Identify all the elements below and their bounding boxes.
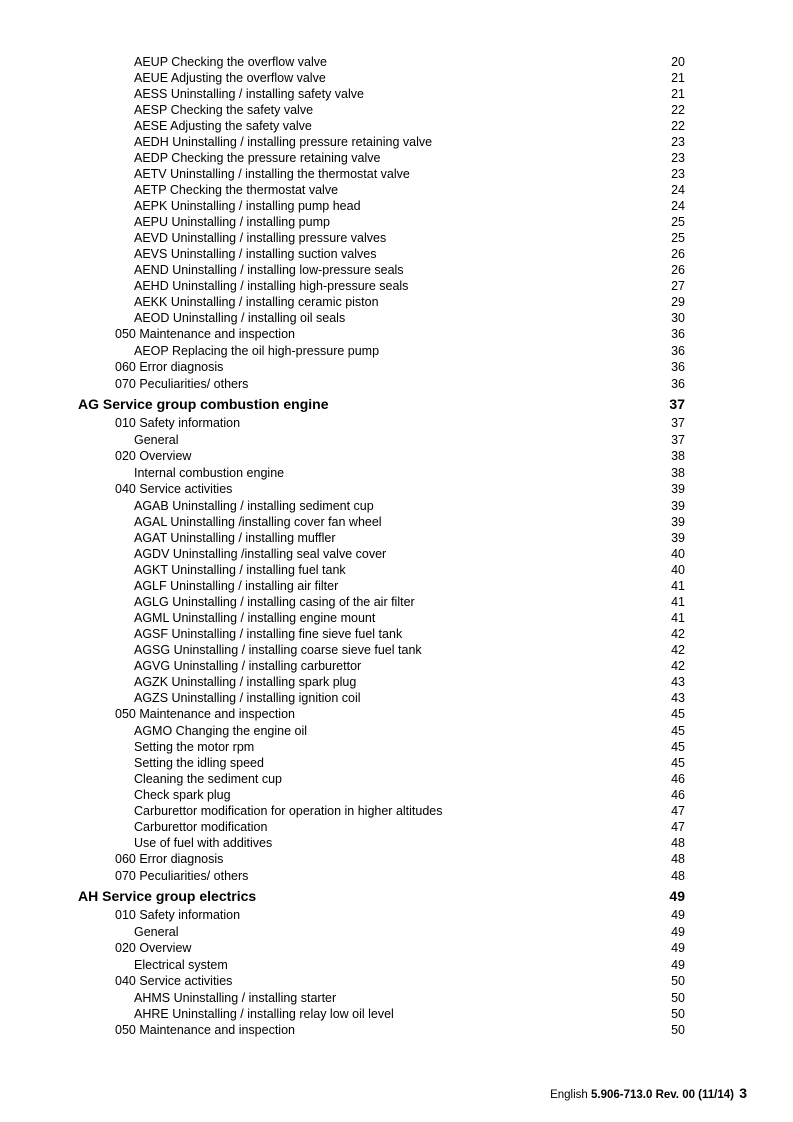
toc-entry[interactable] <box>0 594 793 610</box>
toc-entry-page: 45 <box>671 724 685 738</box>
toc-entry-page: 45 <box>671 707 685 721</box>
toc-entry-title: 070 Peculiarities/ others <box>115 869 249 883</box>
toc-entry[interactable] <box>0 723 793 739</box>
toc-entry-page: 24 <box>671 183 685 197</box>
toc-entry-title: AEOP Replacing the oil high-pressure pump <box>134 344 380 358</box>
toc-entry-title: AGKT Uninstalling / installing fuel tank <box>134 563 346 577</box>
toc-entry-title: AESE Adjusting the safety valve <box>134 119 312 133</box>
toc-entry-title: AGZK Uninstalling / installing spark plug <box>134 675 357 689</box>
toc-entry-title: AEND Uninstalling / installing low-pressure seals <box>134 263 404 277</box>
toc-entry[interactable] <box>0 432 793 448</box>
toc-entry-title: AGLG Uninstalling / installing casing of the air filter <box>134 595 415 609</box>
toc-entry-page: 48 <box>671 852 685 866</box>
toc-entry[interactable] <box>0 771 793 787</box>
toc-entry-page: 45 <box>671 756 685 770</box>
toc-entry-title: Internal combustion engine <box>134 466 285 480</box>
toc-section[interactable] <box>0 359 793 376</box>
toc-entry-title: 040 Service activities <box>115 482 233 496</box>
toc-entry-page: 40 <box>671 563 685 577</box>
toc-entry[interactable] <box>0 562 793 578</box>
toc-entry-title: 050 Maintenance and inspection <box>115 707 295 721</box>
toc-entry-title: AETP Checking the thermostat valve <box>134 183 339 197</box>
toc-entry[interactable] <box>0 787 793 803</box>
toc-entry[interactable] <box>0 674 793 690</box>
toc-entry-title: AGAT Uninstalling / installing muffler <box>134 531 336 545</box>
toc-entry-title: AGML Uninstalling / installing engine mount <box>134 611 376 625</box>
toc-section[interactable] <box>0 326 793 343</box>
toc-section[interactable] <box>0 481 793 498</box>
toc-entry-title: AEUP Checking the overflow valve <box>134 55 327 69</box>
toc-entry-title: 020 Overview <box>115 941 192 955</box>
toc-entry-page: 39 <box>671 482 685 496</box>
toc-section[interactable] <box>0 1022 793 1039</box>
toc-entry-title: 010 Safety information <box>115 908 241 922</box>
toc-entry[interactable] <box>0 514 793 530</box>
toc-section[interactable] <box>0 907 793 924</box>
toc-entry[interactable] <box>0 262 793 278</box>
toc-entry-title: 050 Maintenance and inspection <box>115 327 295 341</box>
toc-section[interactable] <box>0 851 793 868</box>
toc-entry-page: 43 <box>671 691 685 705</box>
toc-entry-page: 25 <box>671 215 685 229</box>
toc-entry-page: 36 <box>671 344 685 358</box>
toc-entry-page: 40 <box>671 547 685 561</box>
footer-page-number: 3 <box>739 1085 747 1101</box>
toc-entry[interactable] <box>0 198 793 214</box>
toc-entry[interactable] <box>0 150 793 166</box>
page-footer <box>550 1085 747 1101</box>
toc-entry-title: AGSG Uninstalling / installing coarse sieve fuel tank <box>134 643 422 657</box>
toc-entry[interactable] <box>0 230 793 246</box>
toc-section[interactable] <box>0 448 793 465</box>
toc-entry-title: 010 Safety information <box>115 416 241 430</box>
toc-entry[interactable] <box>0 990 793 1006</box>
toc-entry-title: General <box>134 433 179 447</box>
toc-entry[interactable] <box>0 166 793 182</box>
toc-entry-page: 23 <box>671 151 685 165</box>
toc-entry-page: 21 <box>671 87 685 101</box>
toc-entry-page: 49 <box>671 908 685 922</box>
toc-entry-page: 41 <box>671 579 685 593</box>
toc-entry-page: 39 <box>671 499 685 513</box>
toc-section[interactable] <box>0 706 793 723</box>
toc-section[interactable] <box>0 415 793 432</box>
toc-entry-page: 46 <box>671 788 685 802</box>
toc-entry-title: 050 Maintenance and inspection <box>115 1023 295 1037</box>
toc-entry-title: AGLF Uninstalling / installing air filter <box>134 579 339 593</box>
toc-section[interactable] <box>0 940 793 957</box>
toc-entry-page: 30 <box>671 311 685 325</box>
toc-entry-title: AEVD Uninstalling / installing pressure valves <box>134 231 387 245</box>
toc-entry-title: AEPU Uninstalling / installing pump <box>134 215 330 229</box>
toc-entry-page: 38 <box>671 449 685 463</box>
toc-entry[interactable] <box>0 546 793 562</box>
toc-entry-title: 060 Error diagnosis <box>115 360 224 374</box>
toc-entry-page: 36 <box>671 377 685 391</box>
toc-entry-title: AH Service group electrics <box>78 888 257 904</box>
toc-entry-title: AEOD Uninstalling / installing oil seals <box>134 311 346 325</box>
toc-entry-title: AGMO Changing the engine oil <box>134 724 308 738</box>
toc-entry-page: 42 <box>671 627 685 641</box>
toc-entry-title: Cleaning the sediment cup <box>134 772 283 786</box>
toc-entry-title: AGSF Uninstalling / installing fine sieve fuel tank <box>134 627 403 641</box>
toc-entry-page: 24 <box>671 199 685 213</box>
toc-entry[interactable] <box>0 54 793 70</box>
toc-entry[interactable] <box>0 465 793 481</box>
toc-entry[interactable] <box>0 86 793 102</box>
toc-entry-title: AEKK Uninstalling / installing ceramic piston <box>134 295 379 309</box>
toc-entry-page: 36 <box>671 360 685 374</box>
toc-entry[interactable] <box>0 530 793 546</box>
toc-entry-page: 27 <box>671 279 685 293</box>
toc-entry-page: 39 <box>671 515 685 529</box>
toc-entry-page: 47 <box>671 804 685 818</box>
toc-entry[interactable] <box>0 626 793 642</box>
toc-entry[interactable] <box>0 957 793 973</box>
toc-entry-title: AG Service group combustion engine <box>78 396 329 412</box>
toc-entry-title: AETV Uninstalling / installing the thermostat valve <box>134 167 410 181</box>
toc-entry-title: Carburettor modification <box>134 820 268 834</box>
toc-entry-page: 42 <box>671 643 685 657</box>
toc-entry-page: 26 <box>671 263 685 277</box>
toc-entry-page: 37 <box>671 433 685 447</box>
toc-entry[interactable] <box>0 182 793 198</box>
toc-entry[interactable] <box>0 102 793 118</box>
toc-entry-page: 47 <box>671 820 685 834</box>
toc-entry-page: 41 <box>671 611 685 625</box>
toc-entry[interactable] <box>0 739 793 755</box>
toc-entry-page: 36 <box>671 327 685 341</box>
toc-entry-page: 22 <box>671 103 685 117</box>
toc-entry-title: AGVG Uninstalling / installing carburettor <box>134 659 362 673</box>
toc-entry-page: 45 <box>671 740 685 754</box>
toc-entry[interactable] <box>0 610 793 626</box>
toc-entry[interactable] <box>0 278 793 294</box>
toc-entry-title: AEDP Checking the pressure retaining valve <box>134 151 381 165</box>
toc-entry-page: 37 <box>669 396 685 412</box>
toc-entry[interactable] <box>0 214 793 230</box>
toc-entry[interactable] <box>0 134 793 150</box>
footer-doc-number: 5.906-713.0 Rev. 00 (11/14) <box>590 1089 734 1101</box>
toc-entry-title: Use of fuel with additives <box>134 836 273 850</box>
toc-entry-title: AHRE Uninstalling / installing relay low oil level <box>134 1007 394 1021</box>
toc-entry-page: 39 <box>671 531 685 545</box>
toc-entry-title: Setting the motor rpm <box>134 740 255 754</box>
toc-entry-title: AEHD Uninstalling / installing high-pressure seals <box>134 279 409 293</box>
toc-entry[interactable] <box>0 755 793 771</box>
toc-entry-title: AESS Uninstalling / installing safety valve <box>134 87 364 101</box>
toc-entry-page: 41 <box>671 595 685 609</box>
toc-entry-title: AEPK Uninstalling / installing pump head <box>134 199 361 213</box>
toc-entry-title: AGDV Uninstalling /installing seal valve cover <box>134 547 387 561</box>
toc-section[interactable] <box>0 868 793 885</box>
toc-entry-title: AESP Checking the safety valve <box>134 103 314 117</box>
toc-entry-title: Carburettor modification for operation in higher altitudes <box>134 804 443 818</box>
toc-entry-title: AGZS Uninstalling / installing ignition coil <box>134 691 361 705</box>
toc-entry[interactable] <box>0 343 793 359</box>
toc-entry-page: 46 <box>671 772 685 786</box>
toc-entry[interactable] <box>0 803 793 819</box>
toc-section[interactable] <box>0 376 793 393</box>
toc-entry-title: AEUE Adjusting the overflow valve <box>134 71 326 85</box>
toc-entry-page: 29 <box>671 295 685 309</box>
toc-entry-title: 020 Overview <box>115 449 192 463</box>
toc-entry-title: 040 Service activities <box>115 974 233 988</box>
toc-entry-page: 26 <box>671 247 685 261</box>
toc-entry-page: 23 <box>671 135 685 149</box>
toc-entry-page: 42 <box>671 659 685 673</box>
toc-entry-page: 25 <box>671 231 685 245</box>
toc-entry-title: 060 Error diagnosis <box>115 852 224 866</box>
toc-entry-page: 48 <box>671 869 685 883</box>
toc-entry-title: General <box>134 925 179 939</box>
toc-entry[interactable] <box>0 819 793 835</box>
toc-entry-page: 43 <box>671 675 685 689</box>
toc-entry[interactable] <box>0 118 793 134</box>
toc-entry-page: 49 <box>669 888 685 904</box>
toc-entry-title: Electrical system <box>134 958 228 972</box>
toc-entry-page: 50 <box>671 1023 685 1037</box>
toc-entry-page: 50 <box>671 991 685 1005</box>
toc-entry-page: 50 <box>671 1007 685 1021</box>
toc-entry[interactable] <box>0 690 793 706</box>
toc-entry[interactable] <box>0 294 793 310</box>
toc-entry-title: Check spark plug <box>134 788 231 802</box>
toc-entry[interactable] <box>0 310 793 326</box>
toc-entry-title: 070 Peculiarities/ others <box>115 377 249 391</box>
toc-entry-page: 22 <box>671 119 685 133</box>
toc-entry-page: 50 <box>671 974 685 988</box>
toc-group-heading[interactable] <box>0 885 793 907</box>
toc-entry-page: 49 <box>671 925 685 939</box>
toc-entry-page: 37 <box>671 416 685 430</box>
toc-entry-page: 21 <box>671 71 685 85</box>
toc-entry-title: Setting the idling speed <box>134 756 264 770</box>
footer-language: English <box>550 1089 588 1101</box>
toc-section[interactable] <box>0 973 793 990</box>
toc-entry[interactable] <box>0 246 793 262</box>
toc-entry[interactable] <box>0 924 793 940</box>
toc-entry[interactable] <box>0 70 793 86</box>
toc-entry-page: 38 <box>671 466 685 480</box>
toc-entry-title: AGAB Uninstalling / installing sediment cup <box>134 499 374 513</box>
toc-entry-page: 48 <box>671 836 685 850</box>
toc-entry-title: AGAL Uninstalling /installing cover fan wheel <box>134 515 382 529</box>
toc-entry-page: 49 <box>671 941 685 955</box>
toc-entry[interactable] <box>0 1006 793 1022</box>
toc-entry-title: AEVS Uninstalling / installing suction valves <box>134 247 377 261</box>
toc-entry-page: 20 <box>671 55 685 69</box>
toc-entry[interactable] <box>0 835 793 851</box>
toc-entry-title: AHMS Uninstalling / installing starter <box>134 991 337 1005</box>
toc-entry[interactable] <box>0 498 793 514</box>
toc-group-heading[interactable] <box>0 393 793 415</box>
table-of-contents <box>0 54 793 1039</box>
toc-entry-page: 23 <box>671 167 685 181</box>
toc-entry-title: AEDH Uninstalling / installing pressure retaining valve <box>134 135 433 149</box>
toc-entry-page: 49 <box>671 958 685 972</box>
toc-entry[interactable] <box>0 578 793 594</box>
toc-entry[interactable] <box>0 658 793 674</box>
toc-entry[interactable] <box>0 642 793 658</box>
